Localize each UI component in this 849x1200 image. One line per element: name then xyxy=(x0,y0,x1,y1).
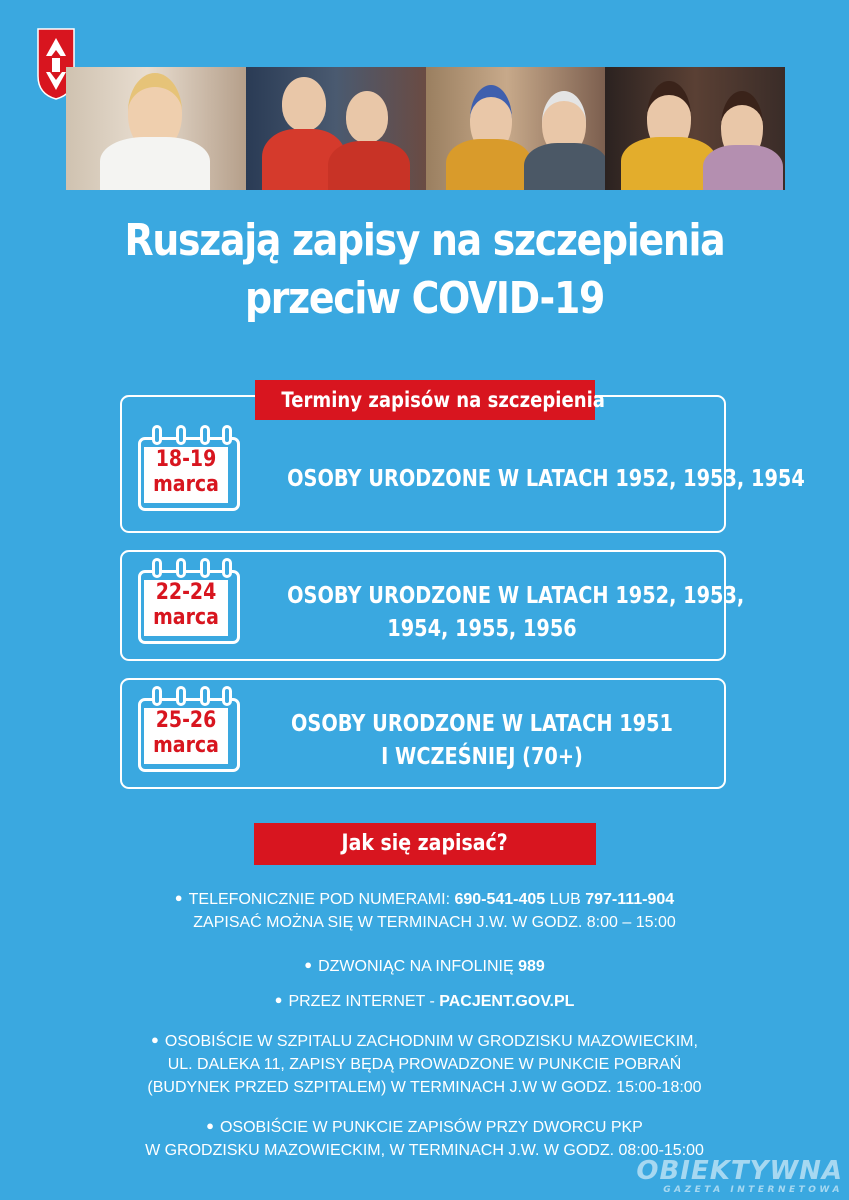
schedule-row-2 xyxy=(120,550,745,661)
bullet-icon: ● xyxy=(206,1118,214,1133)
date-range: 18-19 xyxy=(155,447,217,472)
eligibility-text-line-2: I WCZEŚNIEJ (70+) xyxy=(381,744,583,770)
calendar-icon xyxy=(138,686,240,772)
option-internet: ● PRZEZ INTERNET - PACJENT.GOV.PL xyxy=(274,992,575,1010)
bullet-icon: ● xyxy=(274,992,283,1007)
schedule-row-3 xyxy=(120,678,726,789)
header-photo-strip xyxy=(66,67,785,190)
date-month: marca xyxy=(153,472,219,497)
option-infoline: ● DZWONIĄC NA INFOLINIĘ 989 xyxy=(304,957,545,975)
howto-heading: Jak się zapisać? xyxy=(254,823,596,865)
eligibility-text-line-2: 1954, 1955, 1956 xyxy=(387,616,577,642)
option-hospital: ● OSOBIŚCIE W SZPITALU ZACHODNIM W GRODZISKU MAZOWIECKIM, UL. DALEKA 11, ZAPISY BĘDĄ PROWADZONE W PUNKCIE POBRAŃ (BUDYNEK PRZED SZPITALEM) W TERMINACH J.W W GODZ. 15:00-18:00 xyxy=(147,1032,702,1096)
photo-women xyxy=(605,67,785,190)
date-range: 22-24 xyxy=(155,580,217,605)
eligibility-text-line-1: OSOBY URODZONE W LATACH 1952, 1953, xyxy=(287,583,745,609)
internet-site: PACJENT.GOV.PL xyxy=(439,993,575,1010)
option-pkp: ● OSOBIŚCIE W PUNKCIE ZAPISÓW PRZY DWORCU PKP W GRODZISKU MAZOWIECKIM, W TERMINACH J.W. W GODZ. 08:00-15:00 xyxy=(145,1118,704,1159)
phone-hours: ZAPISAĆ MOŻNA SIĘ W TERMINACH J.W. W GODZ. 8:00 – 15:00 xyxy=(193,914,676,931)
date-range: 25-26 xyxy=(155,708,217,733)
eligibility-text: OSOBY URODZONE W LATACH 1952, 1953, 1954 xyxy=(287,466,805,492)
eligibility-text-line-1: OSOBY URODZONE W LATACH 1951 xyxy=(291,711,673,737)
calendar-icon xyxy=(138,558,240,644)
photo-cyclist-and-senior xyxy=(426,67,606,190)
watermark-logo: OBIEKTYWNA GAZETA INTERNETOWA xyxy=(636,1156,843,1195)
title-line-1: Ruszają zapisy na szczepienia xyxy=(124,215,725,266)
infoline-number: 989 xyxy=(518,958,545,975)
bullet-icon: ● xyxy=(174,890,183,905)
schedule-heading: Terminy zapisów na szczepienia xyxy=(255,380,595,420)
date-month: marca xyxy=(153,733,219,758)
phone-number-1: 690-541-405 xyxy=(454,891,546,908)
page-title xyxy=(59,212,789,328)
bullet-icon: ● xyxy=(304,957,313,972)
photo-paramedics xyxy=(246,67,426,190)
title-line-2: przeciw COVID-19 xyxy=(244,273,605,324)
option-phone: ● TELEFONICZNIE POD NUMERAMI: 690-541-405 LUB 797-111-904 ZAPISAĆ MOŻNA SIĘ W TERMINACH J.W. W GODZ. 8:00 – 15:00 xyxy=(0,888,849,934)
bullet-icon: ● xyxy=(151,1032,159,1047)
date-month: marca xyxy=(153,605,219,630)
calendar-icon xyxy=(138,425,240,511)
photo-nurse xyxy=(66,67,246,190)
phone-number-2: 797-111-904 xyxy=(585,891,675,908)
